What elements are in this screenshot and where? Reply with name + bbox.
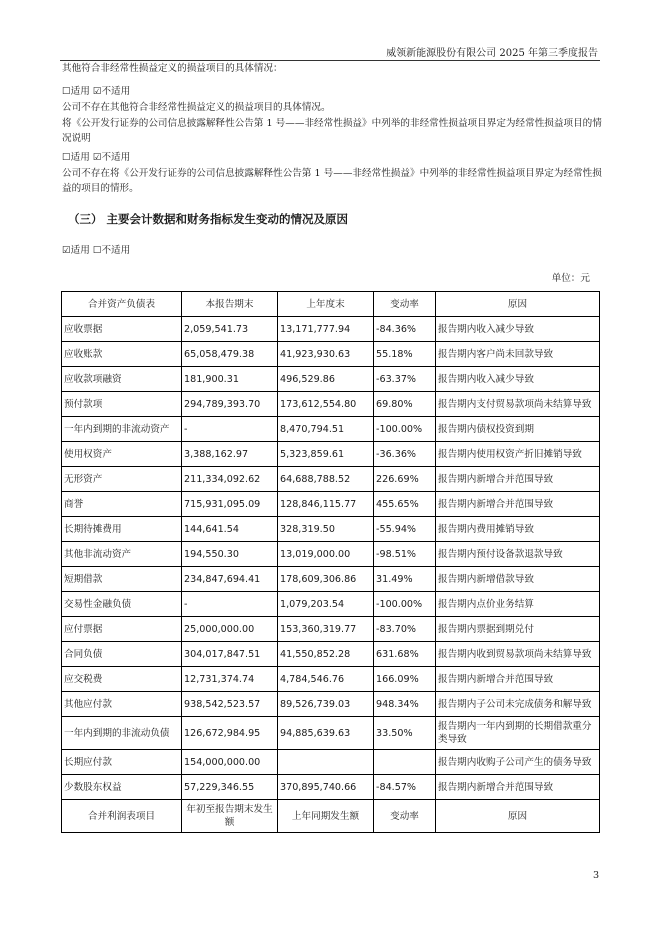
change-rate: 69.80% bbox=[374, 392, 436, 417]
reason: 报告期内预付设备款退款导致 bbox=[436, 542, 600, 567]
change-rate bbox=[374, 750, 436, 775]
current-value: 234,847,694.41 bbox=[182, 567, 278, 592]
table-row bbox=[62, 317, 600, 342]
change-rate: -63.37% bbox=[374, 367, 436, 392]
prior-value bbox=[278, 750, 374, 775]
reason: 报告期内使用权资产折旧摊销导致 bbox=[436, 442, 600, 467]
change-rate: -100.00% bbox=[374, 417, 436, 442]
change-rate: -84.36% bbox=[374, 317, 436, 342]
current-value: 938,542,523.57 bbox=[182, 692, 278, 717]
item-name: 预付款项 bbox=[62, 392, 182, 417]
header-cell: 年初至报告期末发生额 bbox=[182, 800, 278, 833]
reason: 报告期内支付贸易款项尚未结算导致 bbox=[436, 392, 600, 417]
change-rate: -83.70% bbox=[374, 617, 436, 642]
prior-value: 496,529.86 bbox=[278, 367, 374, 392]
prior-value: 41,550,852.28 bbox=[278, 642, 374, 667]
reason: 报告期内收入减少导致 bbox=[436, 317, 600, 342]
change-rate: -98.51% bbox=[374, 542, 436, 567]
applicability-check-3: ☑适用 ☐不适用 bbox=[62, 245, 131, 256]
change-rate: 948.34% bbox=[374, 692, 436, 717]
reason: 报告期内费用摊销导致 bbox=[436, 517, 600, 542]
current-value: 304,017,847.51 bbox=[182, 642, 278, 667]
item-name: 其他非流动资产 bbox=[62, 542, 182, 567]
prior-value: 173,612,554.80 bbox=[278, 392, 374, 417]
change-rate: 31.49% bbox=[374, 567, 436, 592]
header-cell: 上年度末 bbox=[278, 292, 374, 317]
item-name: 合同负债 bbox=[62, 642, 182, 667]
reason: 报告期内新增合并范围导致 bbox=[436, 775, 600, 800]
table-row bbox=[62, 542, 600, 567]
table-row bbox=[62, 342, 600, 367]
page-number: 3 bbox=[593, 870, 600, 881]
item-name: 短期借款 bbox=[62, 567, 182, 592]
table-row bbox=[62, 667, 600, 692]
table-row bbox=[62, 617, 600, 642]
table-row bbox=[62, 417, 600, 442]
prior-value: 1,079,203.54 bbox=[278, 592, 374, 617]
prior-value: 128,846,115.77 bbox=[278, 492, 374, 517]
table-row bbox=[62, 442, 600, 467]
table-row bbox=[62, 592, 600, 617]
reason: 报告期内客户尚未回款导致 bbox=[436, 342, 600, 367]
prior-value: 153,360,319.77 bbox=[278, 617, 374, 642]
table-row bbox=[62, 692, 600, 717]
current-value: 194,550.30 bbox=[182, 542, 278, 567]
current-value: 181,900.31 bbox=[182, 367, 278, 392]
prior-value: 328,319.50 bbox=[278, 517, 374, 542]
item-name: 应付票据 bbox=[62, 617, 182, 642]
page-header: 威领新能源股份有限公司 2025 年第三季度报告 bbox=[386, 48, 598, 59]
current-value: - bbox=[182, 592, 278, 617]
table-row bbox=[62, 717, 600, 750]
reason: 报告期内新增借款导致 bbox=[436, 567, 600, 592]
item-name: 交易性金融负债 bbox=[62, 592, 182, 617]
prior-value: 13,171,777.94 bbox=[278, 317, 374, 342]
header-cell: 原因 bbox=[436, 292, 600, 317]
reason: 报告期内新增合并范围导致 bbox=[436, 667, 600, 692]
current-value: 12,731,374.74 bbox=[182, 667, 278, 692]
change-rate: 631.68% bbox=[374, 642, 436, 667]
item-name: 无形资产 bbox=[62, 467, 182, 492]
reason: 报告期内票据到期兑付 bbox=[436, 617, 600, 642]
table-row bbox=[62, 517, 600, 542]
prior-value: 4,784,546.76 bbox=[278, 667, 374, 692]
item-name: 其他应付款 bbox=[62, 692, 182, 717]
paragraph-no-other-items: 公司不存在其他符合非经常性损益定义的损益项目的具体情况。 bbox=[62, 102, 331, 113]
item-name: 一年内到期的非流动资产 bbox=[62, 417, 182, 442]
current-value: 715,931,095.09 bbox=[182, 492, 278, 517]
item-name: 使用权资产 bbox=[62, 442, 182, 467]
header-cell: 变动率 bbox=[374, 800, 436, 833]
applicability-check-1: ☐适用 ☑不适用 bbox=[62, 86, 131, 97]
item-name: 少数股东权益 bbox=[62, 775, 182, 800]
current-value: 294,789,393.70 bbox=[182, 392, 278, 417]
item-name: 长期待摊费用 bbox=[62, 517, 182, 542]
table-row bbox=[62, 392, 600, 417]
prior-value: 8,470,794.51 bbox=[278, 417, 374, 442]
reason: 报告期内子公司未完成债务和解导致 bbox=[436, 692, 600, 717]
prior-value: 13,019,000.00 bbox=[278, 542, 374, 567]
current-value: 144,641.54 bbox=[182, 517, 278, 542]
header-cell: 合并利润表项目 bbox=[62, 800, 182, 833]
current-value: 57,229,346.55 bbox=[182, 775, 278, 800]
item-name: 一年内到期的非流动负债 bbox=[62, 717, 182, 750]
income-statement-header-row bbox=[62, 800, 600, 833]
table-row bbox=[62, 467, 600, 492]
item-name: 商誉 bbox=[62, 492, 182, 517]
current-value: 65,058,479.38 bbox=[182, 342, 278, 367]
current-value: 154,000,000.00 bbox=[182, 750, 278, 775]
paragraph-reclassification-note: 将《公开发行证券的公司信息披露解释性公告第 1 号——非经常性损益》中列举的非经常性损益项目界定为经常性损益项目的情况说明 bbox=[62, 118, 602, 144]
current-value: 126,672,984.95 bbox=[182, 717, 278, 750]
item-name: 应收款项融资 bbox=[62, 367, 182, 392]
header-cell: 变动率 bbox=[374, 292, 436, 317]
reason: 报告期内新增合并范围导致 bbox=[436, 492, 600, 517]
table-header-row bbox=[62, 292, 600, 317]
prior-value: 178,609,306.86 bbox=[278, 567, 374, 592]
prior-value: 89,526,739.03 bbox=[278, 692, 374, 717]
prior-value: 370,895,740.66 bbox=[278, 775, 374, 800]
applicability-check-2: ☐适用 ☑不适用 bbox=[62, 152, 131, 163]
change-rate: 455.65% bbox=[374, 492, 436, 517]
change-rate: 33.50% bbox=[374, 717, 436, 750]
table-row bbox=[62, 567, 600, 592]
reason: 报告期内点价业务结算 bbox=[436, 592, 600, 617]
prior-value: 64,688,788.52 bbox=[278, 467, 374, 492]
table-row bbox=[62, 642, 600, 667]
reason: 报告期内一年内到期的长期借款重分类导致 bbox=[436, 717, 600, 750]
paragraph-other-items: 其他符合非经常性损益定义的损益项目的具体情况： bbox=[62, 63, 283, 74]
change-rate: 226.69% bbox=[374, 467, 436, 492]
table-row bbox=[62, 750, 600, 775]
paragraph-no-reclassification: 公司不存在将《公开发行证券的公司信息披露解释性公告第 1 号——非经常性损益》中列举的非经常性损益项目界定为经常性损益的项目的情形。 bbox=[62, 168, 602, 194]
current-value: 2,059,541.73 bbox=[182, 317, 278, 342]
table-row bbox=[62, 367, 600, 392]
change-rate: 166.09% bbox=[374, 667, 436, 692]
table-row bbox=[62, 775, 600, 800]
header-cell: 上年同期发生额 bbox=[278, 800, 374, 833]
current-value: 3,388,162.97 bbox=[182, 442, 278, 467]
change-rate: -36.36% bbox=[374, 442, 436, 467]
header-cell: 原因 bbox=[436, 800, 600, 833]
header-cell: 本报告期末 bbox=[182, 292, 278, 317]
prior-value: 5,323,859.61 bbox=[278, 442, 374, 467]
balance-sheet-changes-table bbox=[61, 291, 600, 833]
change-rate: -55.94% bbox=[374, 517, 436, 542]
change-rate: -84.57% bbox=[374, 775, 436, 800]
reason: 报告期内收购子公司产生的债务导致 bbox=[436, 750, 600, 775]
unit-label: 单位：元 bbox=[551, 273, 590, 284]
current-value: 211,334,092.62 bbox=[182, 467, 278, 492]
current-value: 25,000,000.00 bbox=[182, 617, 278, 642]
reason: 报告期内收到贸易款项尚未结算导致 bbox=[436, 642, 600, 667]
change-rate: 55.18% bbox=[374, 342, 436, 367]
reason: 报告期内债权投资到期 bbox=[436, 417, 600, 442]
header-cell: 合并资产负债表 bbox=[62, 292, 182, 317]
prior-value: 41,923,930.63 bbox=[278, 342, 374, 367]
current-value: - bbox=[182, 417, 278, 442]
item-name: 应收账款 bbox=[62, 342, 182, 367]
item-name: 应收票据 bbox=[62, 317, 182, 342]
prior-value: 94,885,639.63 bbox=[278, 717, 374, 750]
item-name: 长期应付款 bbox=[62, 750, 182, 775]
section-title: （三） 主要会计数据和财务指标发生变动的情况及原因 bbox=[68, 212, 349, 226]
reason: 报告期内收入减少导致 bbox=[436, 367, 600, 392]
change-rate: -100.00% bbox=[374, 592, 436, 617]
reason: 报告期内新增合并范围导致 bbox=[436, 467, 600, 492]
item-name: 应交税费 bbox=[62, 667, 182, 692]
table-row bbox=[62, 492, 600, 517]
